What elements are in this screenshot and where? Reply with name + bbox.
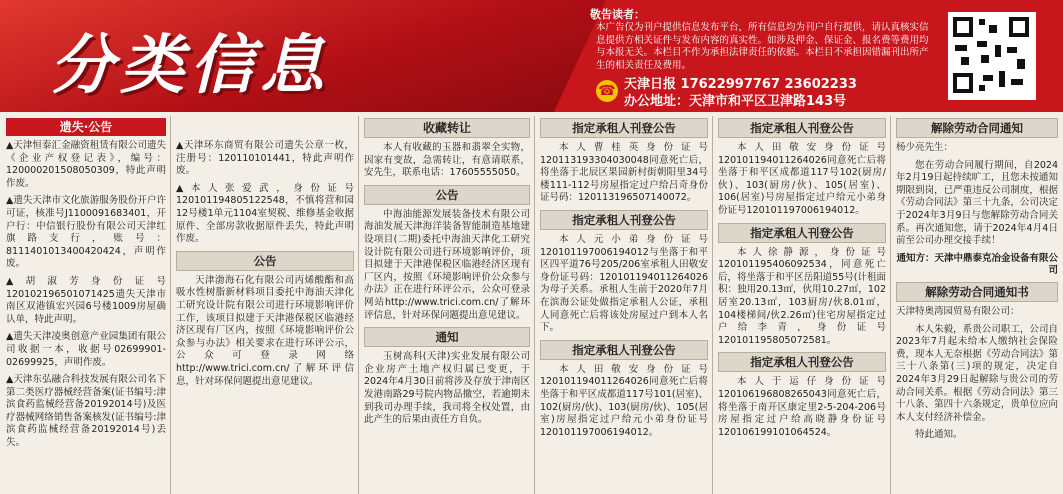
- notice-text: 天津渤海石化有限公司丙烯酸酯和高吸水性树脂新材料项目委托中海油天津化工研究设计院有限公司进行环境影响评价工作，该项目拟建于天津港保税区临港经济区现有厂区内，按照《环境影响评价公众参与办法》相关要求在进行环评公示，公众可登录网络http://www.trici.com.cn/了解环评信息，针对环保问题提出意见建议。: [176, 274, 354, 387]
- notice-text: 本人朱毅，系贵公司职工，公司自2023年7月起未给本人缴纳社会保险费，现本人无奈根据《劳动合同法》第三十八条第(三)项的规定，决定自2024年3月29日起解除与贵公司的劳动合同关系。根据《劳动合同法》第三十八条、第四十六条规定，贵单位应向本人支付经济补偿金。: [896, 323, 1058, 423]
- list-item: ▲遗失天津凌奥创意产业园集团有限公司收据一本，收据号02699901-02699925，声明作废。: [6, 331, 166, 368]
- section-title: 解除劳动合同通知书: [896, 282, 1058, 302]
- company-text: 天津特奥湾园贸易有限公司：: [896, 305, 1020, 317]
- list-item: ▲天津环东商贸有限公司遗失公章一枚，注册号：120110101441，特此声明作废。: [176, 140, 354, 177]
- column-notices-2: [176, 116, 354, 494]
- notice-text: 本人于运仔身份证号120106196808265043同意死亡后，将坐落于南开区康定里2-5-204-206号房屋指定过户给高晓静身份证号120106199101064524。: [718, 376, 886, 438]
- closing-text: 特此通知。: [915, 429, 963, 441]
- notice-text: 您在劳动合同履行期间，自2024年2月19日起持续旷工，且您未按通知期限到岗，已严重违反公司制度，根据《劳动合同法》第三十九条，公司决定于2024年3月9日与您解除劳动合同关系。再次通知您，请于2024年4月4日前至公司办理交接手续！: [896, 159, 1058, 247]
- notice-text: 本人元小弟身份证号120101197006194012与坐落于和平区四平道76号205/206室承租人田敬安身份证号码：120101194011264026为母子关系。承租人生前于2020年7月在滨海公证处做指定承租人公证，承租人同意死亡后将该处房屋过户到本人名下。: [540, 233, 708, 334]
- notice-text: 本人曹桂英身份证号120113193304030048同意死亡后，将坐落于北辰区果园新村街朝阳里34号楼111-112号房屋指定过户给吕奇身份证号码：120113196507140072。: [540, 142, 708, 204]
- signature-text: 通知方：天津中鼎泰克冶金设备有限公司: [896, 252, 1058, 277]
- column-tenant-1: [540, 116, 708, 494]
- divider: [534, 116, 535, 494]
- notice-text: 本人田敬安身份证号120101194011264026同意死亡后将坐落于和平区成都道117号101(居室)、102(厨房/伙)、103(厨房/伙)、105(居室)房屋指定过户给元小弟身份证号120101197006194012。: [540, 363, 708, 438]
- contact-address: 办公地址：天津市和平区卫津路143号: [624, 94, 847, 109]
- divider: [170, 116, 171, 494]
- divider: [890, 116, 891, 494]
- greeting-text: 杨少亮先生：: [896, 142, 954, 153]
- notice-text: 本人徐静源，身份证号120101195406092534，同意死亡后，将坐落于和平区岳阳道55号(计租面积：独用20.13㎡，伙用10.27㎡，102居室20.13㎡，103厨房/伙8.01㎡，104楼梯间/伙2.26㎡)住宅房屋指定过户给李青，身份证号120101195805072581。: [718, 246, 886, 346]
- qr-code-icon: [948, 12, 1036, 100]
- column-labor: [896, 116, 1058, 494]
- section-title: 指定承租人刊登公告: [540, 118, 708, 138]
- page-title: 分类信息: [50, 29, 330, 103]
- contact-phone: 天津日报 17622997767 23602233: [624, 77, 857, 92]
- column-title: 收藏转让: [364, 118, 530, 138]
- section-title: 解除劳动合同通知: [896, 118, 1058, 138]
- list-item: ▲天津恒泰汇金融资租赁有限公司遗失《企业产权登记表》，编号：120000201508050309，特此声明作废。: [6, 140, 166, 189]
- contact-info: [624, 76, 857, 110]
- phone-icon: ☎: [596, 80, 618, 102]
- notice-text: 本人田敬安身份证号120101194011264026同意死亡后将坐落于和平区成都道117号102(厨房/伙)、103(厨房/伙)、105(居室)、106(居室)号房屋指定过户给元小弟身份证号120101197006194012。: [718, 142, 886, 216]
- section-title: 指定承租人刊登公告: [540, 340, 708, 360]
- list-item: ▲天津东弘融合科技发展有限公司名下第二类医疗器械经营备案(证书编号:津滨食药监械经营备20192014号)及医疗器械网络销售备案核发(证书编号:津滨食药监械经营备20192014号)丢失。: [6, 374, 166, 449]
- list-item: ▲胡淑芳身份证号120102196501071425遗失天津市南区双港镇宏兴园6号楼1009房屋确认单，特此声明。: [6, 275, 166, 325]
- section-title: 公告: [364, 185, 530, 205]
- section-title: 指定承租人刊登公告: [718, 118, 886, 138]
- transfer-text: 本人有收藏的玉器和翡翠全实物，因家有变故，急需转让，有意请联系，安先生，联系电话：17605555050。: [364, 142, 530, 179]
- section-title: 公告: [176, 251, 354, 271]
- notice-text: 中海油能源发展装备技术有限公司海油发展天津海洋装备智能制造基地建设项目(二期)委托中海油天津化工研究设计院有限公司进行环境影响评价，项目拟建于天津港保税区临港经济区现有厂区内，按照《环境影响评价公众参与办法》正在进行环评公示，公众可登录网站http://www.trici.com.cn/了解环评信息，针对环保问题提出意见建议。: [364, 208, 530, 321]
- section-title: 通知: [364, 327, 530, 347]
- column-lost-notices: [6, 116, 166, 494]
- section-title: 指定承租人刊登公告: [540, 210, 708, 230]
- header-banner: [0, 0, 1063, 112]
- reader-notice: 本广告仅为刊户提供信息发布平台，所有信息均为刊户自行提供，请认真核实信息提供方相关证件与发布内容的真实性。如涉及押金、保证金、报名费等费用均与本报无关。本栏目不作为承担法律责任的依据。本栏目不承担因错漏刊出所产生的相关责任及费用。: [596, 22, 929, 71]
- notice-heading: 敬告读者：: [590, 8, 645, 21]
- column-transfer: [364, 116, 530, 494]
- divider: [712, 116, 713, 494]
- list-item: ▲本人张爱武，身份证号120101194805122548，不慎将营和园12号楼1单元1104室契税、维修基金收据原件、全部房款收据原件丢失，特此声明作废。: [176, 182, 354, 245]
- section-title: 指定承租人刊登公告: [718, 223, 886, 243]
- list-item: ▲遗失天津市文化旅游服务股份开户许可证，核准号J1100091683401，开户行：中信银行股份有限公司天津红旗路支行，账号：8111401013400420424，声明作废。: [6, 195, 166, 270]
- notice-text: 玉树高科(天津)实业发展有限公司企业房产土地产权归属已变更，于2024年4月30日前将涉及存放于津南区发港南路29号院内物品撤空，若逾期未到我司办理手续，我司将全权处置，由此产生的后果由责任方自负。: [364, 351, 530, 426]
- divider: [358, 116, 359, 494]
- column-tenant-2: [718, 116, 886, 494]
- column-title: 遗失·公告: [6, 118, 166, 136]
- section-title: 指定承租人刊登公告: [718, 352, 886, 372]
